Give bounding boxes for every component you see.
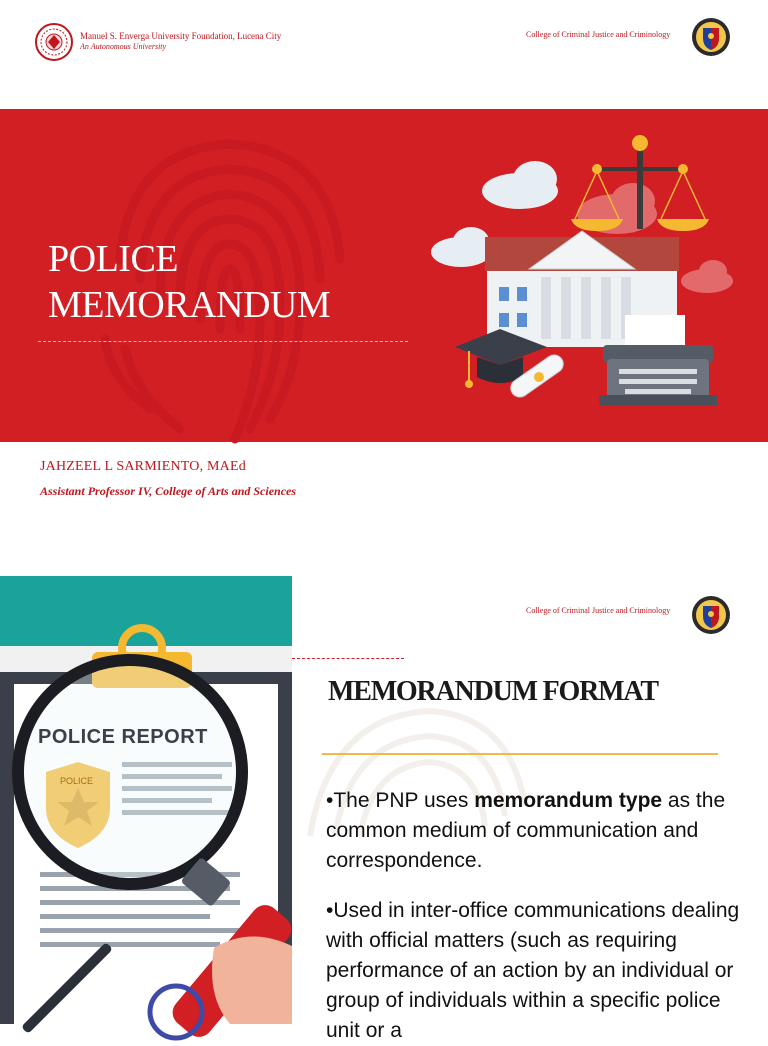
university-subtitle: An Autonomous University	[80, 42, 167, 51]
report-heading: POLICE REPORT	[38, 726, 208, 748]
law-school-illustration	[425, 119, 745, 419]
bullet-text: •Used in inter-office communications dealing with official matters (such as requiring performance of an action by an individual or group of individuals within a specific police unit or a	[326, 899, 740, 1042]
bullet-text: •The PNP uses	[326, 789, 475, 812]
college-crest-icon	[690, 594, 732, 636]
content-slide	[0, 576, 768, 1042]
bullet-item	[326, 786, 756, 876]
presentation-title	[48, 236, 330, 328]
title-accent-divider	[292, 658, 404, 659]
police-report-illustration	[0, 576, 292, 1024]
bullet-item	[326, 896, 756, 1046]
university-seal-icon	[34, 22, 74, 62]
bullet-emphasis: memorandum type	[474, 789, 663, 812]
college-name: College of Criminal Justice and Criminology	[526, 606, 671, 615]
slide-title: MEMORANDUM FORMAT	[328, 676, 658, 707]
bullet-text: as the common medium of communication and correspondence.	[326, 789, 726, 872]
college-crest-icon	[690, 16, 732, 58]
university-name: Manuel S. Enverga University Foundation, Lucena City	[80, 31, 282, 41]
author-role: Assistant Professor IV, College of Arts and Sciences	[40, 484, 297, 498]
college-name: College of Criminal Justice and Criminology	[526, 30, 671, 39]
title-line-1: POLICE	[48, 238, 178, 280]
police-report-icon	[0, 576, 292, 1024]
badge-label: POLICE	[60, 776, 94, 786]
title-line-2: MEMORANDUM	[48, 284, 331, 326]
title-underline	[322, 753, 718, 755]
title-divider	[38, 341, 408, 342]
title-banner	[0, 109, 768, 442]
author-name: JAHZEEL L SARMIENTO, MAEd	[40, 459, 246, 474]
